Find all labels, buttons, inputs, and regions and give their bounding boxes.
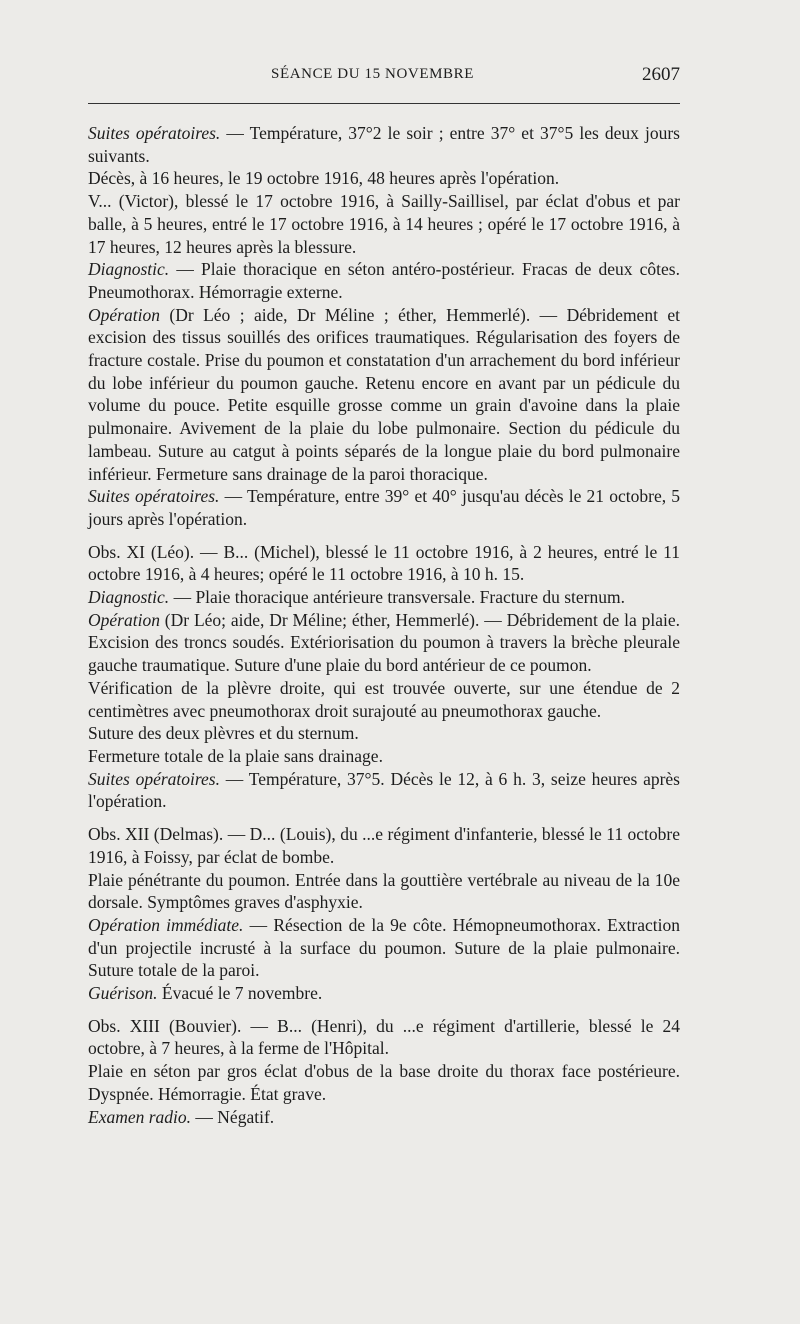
paragraph-text: Obs. XIII (Bouvier). — B... (Henri), du ...e régiment d'artillerie, blessé le 24 octobre, à 7 heures, à la ferme de l'Hôpital.	[88, 1015, 680, 1059]
running-head: SÉANCE DU 15 NOVEMBRE	[271, 66, 475, 82]
paragraph	[88, 677, 680, 722]
paragraph	[88, 1060, 680, 1105]
page-number: 2607	[642, 64, 680, 85]
paragraph-text: Obs. XI (Léo). — B... (Michel), blessé le 11 octobre 1916, à 2 heures, entré le 11 octobre 1916, à 4 heures; opéré le 11 octobre 1916, à 10 h. 15.	[88, 541, 680, 585]
paragraph	[88, 1106, 680, 1129]
paragraph-text: V... (Victor), blessé le 17 octobre 1916, à Sailly-Saillisel, par éclat d'obus et par balle, à 5 heures, entré le 17 octobre 1916, à 14 heures ; opéré le 17 octobre 1916, à 17 heures, 12 heures après la blessure.	[88, 191, 680, 257]
paragraph	[88, 722, 680, 745]
paragraph-label: Suites opératoires.	[88, 768, 220, 789]
header-rule	[88, 103, 680, 104]
paragraph-text: Plaie pénétrante du poumon. Entrée dans la gouttière vertébrale au niveau de la 10e dorsale. Symptômes graves d'asphyxie.	[88, 869, 680, 913]
paragraph	[88, 1015, 680, 1060]
paragraph-text: Décès, à 16 heures, le 19 octobre 1916, 48 heures après l'opération.	[88, 168, 560, 189]
paragraph-label: Opération	[88, 609, 160, 630]
paragraph-label: Suites opératoires.	[88, 486, 220, 507]
paragraph-text: Vérification de la plèvre droite, qui est trouvée ouverte, sur une étendue de 2 centimètres avec pneumothorax droit surajouté au pneumothorax gauche.	[88, 677, 680, 721]
paragraph	[88, 541, 680, 586]
paragraph	[88, 768, 680, 813]
paragraph	[88, 745, 680, 768]
paragraph	[88, 190, 680, 258]
page-header	[88, 64, 680, 88]
paragraph-text: Suture des deux plèvres et du sternum.	[88, 723, 359, 744]
paragraph-text: — Négatif.	[191, 1106, 275, 1127]
paragraph-text: Plaie en séton par gros éclat d'obus de la base droite du thorax face postérieure. Dyspnée. Hémorragie. État grave.	[88, 1061, 680, 1104]
paragraph-text: (Dr Léo; aide, Dr Méline; éther, Hemmerlé). — Débridement de la plaie. Excision des troncs soudés. Extériorisation du poumon à travers la brèche pleurale gauche traumatique. Suture d'une plaie du bord antérieur de ce poumon.	[88, 609, 680, 676]
paragraph-label: Suites opératoires.	[88, 123, 221, 143]
paragraph	[88, 258, 680, 303]
paragraph-text: — Plaie thoracique antérieure transversale. Fracture du sternum.	[169, 587, 625, 608]
paragraph	[88, 609, 680, 677]
paragraph-label: Examen radio.	[88, 1106, 192, 1127]
paragraph-label: Opération immédiate.	[88, 914, 244, 935]
paragraph-label: Diagnostic.	[88, 587, 170, 608]
paragraph-label: Diagnostic.	[88, 259, 170, 280]
paragraph	[88, 304, 680, 486]
paragraph	[88, 485, 680, 530]
paragraph	[88, 823, 680, 868]
paragraph	[88, 122, 680, 167]
paragraph	[88, 869, 680, 914]
paragraph	[88, 914, 680, 982]
paragraph	[88, 586, 680, 609]
paragraph-label: Guérison.	[88, 983, 158, 1004]
paragraph-text: — Température, 37°5. Décès le 12, à 6 h. 3, seize heures après l'opération.	[88, 768, 680, 812]
paragraph-text: — Température, 37°2 le soir ; entre 37° et 37°5 les deux jours suivants.	[88, 123, 680, 166]
paragraph	[88, 167, 680, 190]
paragraph-text: — Résection de la 9e côte. Hémopneumothorax. Extraction d'un projectile incrusté à la surface du poumon. Suture de la plaie pulmonaire. Suture totale de la paroi.	[88, 914, 680, 981]
paragraph-text: Évacué le 7 novembre.	[157, 983, 323, 1004]
paragraph-label: Opération	[88, 304, 160, 325]
paragraph	[88, 982, 680, 1005]
paragraph-text: — Température, entre 39° et 40° jusqu'au décès le 21 octobre, 5 jours après l'opération.	[88, 486, 681, 529]
paragraph-text: (Dr Léo ; aide, Dr Méline ; éther, Hemmerlé). — Débridement et excision des tissus souillés des orifices traumatiques. Régularisation des foyers de fracture costale. Prise du poumon et constatation d'un arrachement du bord inférieur du lobe inférieur du poumon gauche. Retenu encore en avant par un pédicule du volume du pouce. Petite esquille grosse comme un grain d'avoine dans la plaie pulmonaire. Avivement de la plaie du lobe pulmonaire. Section du pédicule du lambeau. Suture au catgut à points séparés de la longue plaie du bord pulmonaire inférieur. Fermeture sans drainage de la paroi thoracique.	[88, 304, 680, 484]
paragraph-text: Fermeture totale de la plaie sans drainage.	[88, 745, 383, 766]
paragraph-text: — Plaie thoracique en séton antéro-postérieur. Fracas de deux côtes. Pneumothorax. Hémorragie externe.	[88, 259, 680, 302]
body-text	[88, 122, 680, 1128]
paragraph-text: Obs. XII (Delmas). — D... (Louis), du ...e régiment d'infanterie, blessé le 11 octobre 1916, à Foissy, par éclat de bombe.	[88, 824, 680, 867]
